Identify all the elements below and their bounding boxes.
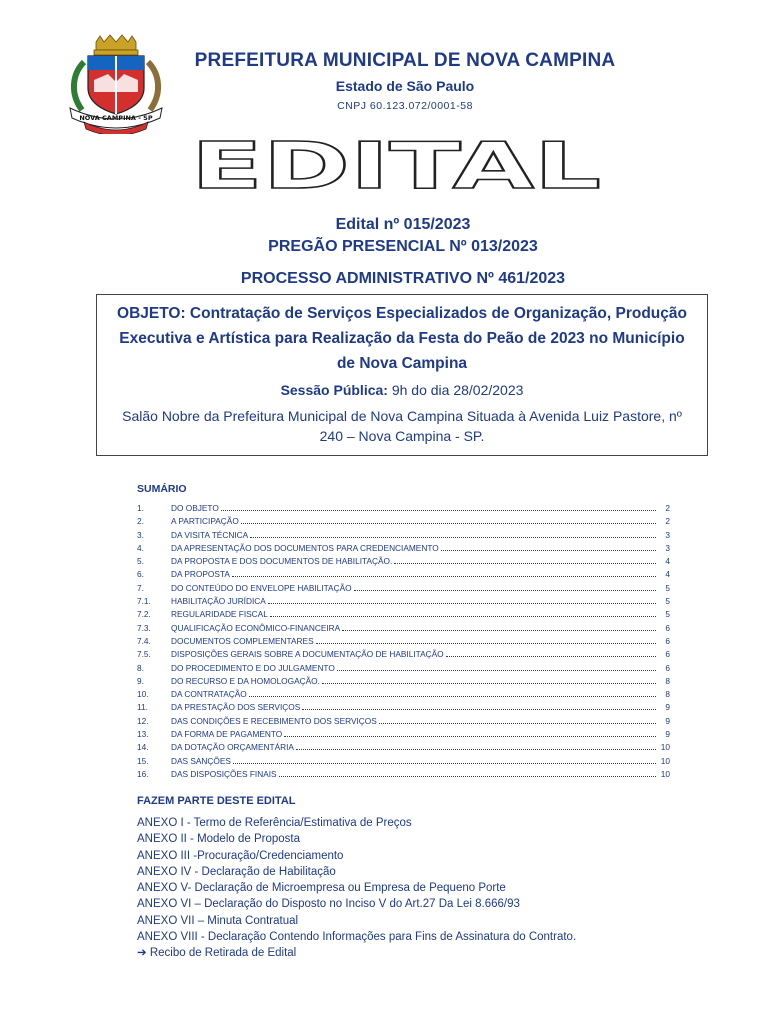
toc-entry[interactable]	[137, 556, 670, 569]
toc-entry-title: DAS DISPOSIÇÕES FINAIS	[171, 768, 277, 779]
toc-leader-dots	[379, 722, 656, 724]
toc-entry-title: DA FORMA DE PAGAMENTO	[171, 729, 283, 740]
toc-entry-title: DISPOSIÇÕES GERAIS SOBRE A DOCUMENTAÇÃO DE HABILITAÇÃO	[171, 649, 444, 660]
toc-entry[interactable]	[137, 530, 670, 543]
toc-leader-dots	[241, 522, 656, 524]
anexo-item: ANEXO III -Procuração/Credenciamento	[137, 849, 344, 862]
toc-entry-page: 2	[665, 516, 670, 527]
anexo-item: ANEXO VII – Minuta Contratual	[137, 914, 299, 927]
toc-entry-page: 5	[665, 582, 670, 593]
toc-entry-page: 8	[665, 675, 670, 686]
anexo-item: ANEXO IV - Declaração de Habilitação	[137, 865, 336, 878]
toc-entry-title: DO RECURSO E DA HOMOLOGAÇÃO.	[171, 675, 320, 686]
toc-entry-page: 2	[665, 503, 670, 513]
toc-entry-title: DAS CONDIÇÕES E RECEBIMENTO DOS SERVIÇOS	[171, 715, 377, 726]
toc-entry-page: 3	[665, 542, 670, 553]
svg-text:NOVA CAMPINA - SP: NOVA CAMPINA - SP	[79, 114, 153, 122]
pregao-number: PREGÃO PRESENCIAL Nº 013/2023	[268, 238, 538, 255]
toc-entry-title: DO PROCEDIMENTO E DO JULGAMENTO	[171, 662, 335, 673]
toc-entry[interactable]	[137, 583, 670, 596]
toc-entry[interactable]	[137, 663, 670, 676]
toc-leader-dots	[316, 642, 656, 644]
edital-number: Edital nº 015/2023	[335, 216, 471, 233]
municipal-crest-logo	[64, 34, 168, 134]
toc-entry-number: 7.	[137, 582, 144, 593]
toc-entry[interactable]	[137, 729, 670, 742]
toc-entry[interactable]	[137, 516, 670, 529]
toc-entry-page: 8	[665, 689, 670, 700]
toc-entry-number: 13.	[137, 729, 149, 740]
anexo-item: ANEXO VIII - Declaração Contendo Informações para Fins de Assinatura do Contrato.	[137, 931, 577, 944]
toc-entry-title: QUALIFICAÇÃO ECONÔMICO-FINANCEIRA	[171, 622, 341, 633]
anexos-title: FAZEM PARTE DESTE EDITAL	[137, 795, 296, 807]
toc-entry-title: DO OBJETO	[171, 503, 219, 513]
toc-entry-number: 1.	[137, 503, 144, 513]
toc-entry-page: 9	[665, 729, 670, 740]
toc-entry-title: DA APRESENTAÇÃO DOS DOCUMENTOS PARA CREDENCIAMENTO	[171, 542, 439, 553]
toc-leader-dots	[302, 708, 656, 710]
toc-entry-number: 7.2.	[137, 609, 151, 620]
cnpj-number: CNPJ 60.123.072/0001-58	[337, 100, 473, 112]
toc-leader-dots	[250, 536, 656, 538]
toc-leader-dots	[249, 695, 656, 697]
toc-leader-dots	[296, 748, 656, 750]
toc-entry-number: 7.1.	[137, 596, 151, 607]
anexo-item: ANEXO VI – Declaração do Disposto no Inciso V do Art.27 Da Lei 8.666/93	[137, 898, 520, 911]
toc-entry[interactable]	[137, 543, 670, 556]
toc-leader-dots	[354, 589, 656, 591]
toc-entry-title: DA CONTRATAÇÃO	[171, 689, 247, 700]
toc-entry[interactable]	[137, 716, 670, 729]
processo-number: PROCESSO ADMINISTRATIVO Nº 461/2023	[240, 270, 566, 287]
toc-entry[interactable]	[137, 689, 670, 702]
toc-entry[interactable]	[137, 756, 670, 769]
edital-banner	[188, 138, 604, 196]
sessao-label: Sessão Pública:	[280, 382, 388, 398]
toc-entry-title: DO CONTEÚDO DO ENVELOPE HABILITAÇÃO	[171, 582, 352, 593]
toc-entry-title: HABILITAÇÃO JURÍDICA	[171, 596, 266, 607]
toc-leader-dots	[232, 575, 656, 577]
toc-leader-dots	[342, 629, 656, 631]
toc-leader-dots	[221, 509, 656, 511]
toc-entry-title: DAS SANÇÕES	[171, 755, 231, 766]
toc-leader-dots	[394, 562, 656, 564]
toc-entry[interactable]	[137, 636, 670, 649]
toc-entry-page: 5	[665, 596, 670, 607]
toc-entry-page: 6	[665, 622, 670, 633]
toc-entry[interactable]	[137, 596, 670, 609]
toc-entry-page: 4	[665, 556, 670, 567]
document-header	[170, 50, 640, 112]
toc-leader-dots	[270, 615, 656, 617]
toc-entry-page: 10	[660, 742, 670, 753]
toc-entry[interactable]	[137, 702, 670, 715]
toc-entry-number: 5.	[137, 556, 144, 567]
toc-entry-number: 7.5.	[137, 649, 151, 660]
toc-entry-title: DA PRESTAÇÃO DOS SERVIÇOS	[171, 702, 301, 713]
toc-entry-title: DA DOTAÇÃO ORÇAMENTÁRIA	[171, 742, 294, 753]
toc-entry-title: DA VISITA TÉCNICA	[171, 529, 249, 540]
toc-entry-page: 6	[665, 649, 670, 660]
titles-block	[96, 214, 710, 290]
toc-entry[interactable]	[137, 742, 670, 755]
state-name: Estado de São Paulo	[335, 78, 475, 94]
anexo-item: ➔ Recibo de Retirada de Edital	[137, 947, 297, 960]
toc-entry-page: 4	[665, 569, 670, 580]
toc-leader-dots	[446, 655, 656, 657]
toc-entry-number: 11.	[137, 702, 148, 713]
sessao-value: 9h do dia 28/02/2023	[387, 382, 524, 398]
organization-name: PREFEITURA MUNICIPAL DE NOVA CAMPINA	[194, 50, 616, 71]
toc-entry[interactable]	[137, 609, 670, 622]
toc-entry-page: 3	[665, 529, 670, 540]
toc-entry-page: 9	[665, 715, 670, 726]
toc-entry-number: 2.	[137, 516, 144, 527]
toc-entry-number: 3.	[137, 529, 144, 540]
toc-entry-page: 9	[665, 702, 670, 713]
objeto-text: OBJETO: Contratação de Serviços Especializados de Organização, Produção Executiva e Artística para Realização da Festa do Peão de 2023 no Município de Nova Campina	[117, 305, 687, 372]
toc-entry-title: DA PROPOSTA E DOS DOCUMENTOS DE HABILITAÇÃO.	[171, 556, 393, 567]
objeto-box	[96, 294, 708, 456]
toc-entry-number: 8.	[137, 662, 144, 673]
toc-entry-number: 16.	[137, 768, 149, 779]
toc-entry-title: DOCUMENTOS COMPLEMENTARES	[171, 635, 314, 646]
toc-entry-page: 10	[660, 768, 670, 779]
toc-entry-number: 7.4.	[137, 635, 151, 646]
toc-entry-page: 10	[660, 755, 670, 766]
toc-entry[interactable]	[137, 569, 670, 582]
anexo-item: ANEXO I - Termo de Referência/Estimativa de Preços	[137, 817, 412, 829]
toc-entry[interactable]	[137, 649, 670, 662]
toc-leader-dots	[279, 775, 656, 777]
toc-leader-dots	[284, 735, 656, 737]
toc-leader-dots	[337, 669, 656, 671]
toc-leader-dots	[441, 549, 656, 551]
toc-entry-number: 9.	[137, 675, 144, 686]
toc-leader-dots	[268, 602, 656, 604]
sumario-title: SUMÁRIO	[137, 483, 187, 495]
toc-entry-number: 10.	[137, 689, 149, 700]
toc-entry-number: 4.	[137, 542, 144, 553]
toc-entry-title: A PARTICIPAÇÃO	[171, 516, 239, 527]
toc-entry[interactable]	[137, 623, 670, 636]
edital-banner-text: EDITAL	[191, 138, 601, 196]
toc-entry[interactable]	[137, 676, 670, 689]
toc-entry-number: 12.	[137, 715, 149, 726]
anexo-item: ANEXO II - Modelo de Proposta	[137, 833, 300, 846]
sessao-publica	[109, 382, 695, 398]
anexos-list	[137, 815, 576, 962]
toc-entry-number: 7.3.	[137, 622, 151, 633]
toc-leader-dots	[233, 762, 656, 764]
toc-entry-page: 6	[665, 635, 670, 646]
toc-entry-title: DA PROPOSTA	[171, 569, 230, 580]
toc-entry-number: 14.	[137, 742, 149, 753]
toc-entry[interactable]	[137, 503, 670, 516]
toc-entry[interactable]	[137, 769, 670, 782]
toc-leader-dots	[322, 682, 656, 684]
toc-entry-page: 5	[665, 609, 670, 620]
toc-entry-number: 15.	[137, 755, 149, 766]
toc-entry-number: 6.	[137, 569, 144, 580]
table-of-contents	[137, 503, 670, 782]
sessao-location: Salão Nobre da Prefeitura Municipal de Nova Campina Situada à Avenida Luiz Pastore, nº 240 – Nova Campina - SP.	[122, 408, 682, 444]
toc-entry-page: 6	[665, 662, 670, 673]
anexo-item: ANEXO V- Declaração de Microempresa ou Empresa de Pequeno Porte	[137, 882, 506, 895]
toc-entry-title: REGULARIDADE FISCAL	[171, 609, 268, 620]
